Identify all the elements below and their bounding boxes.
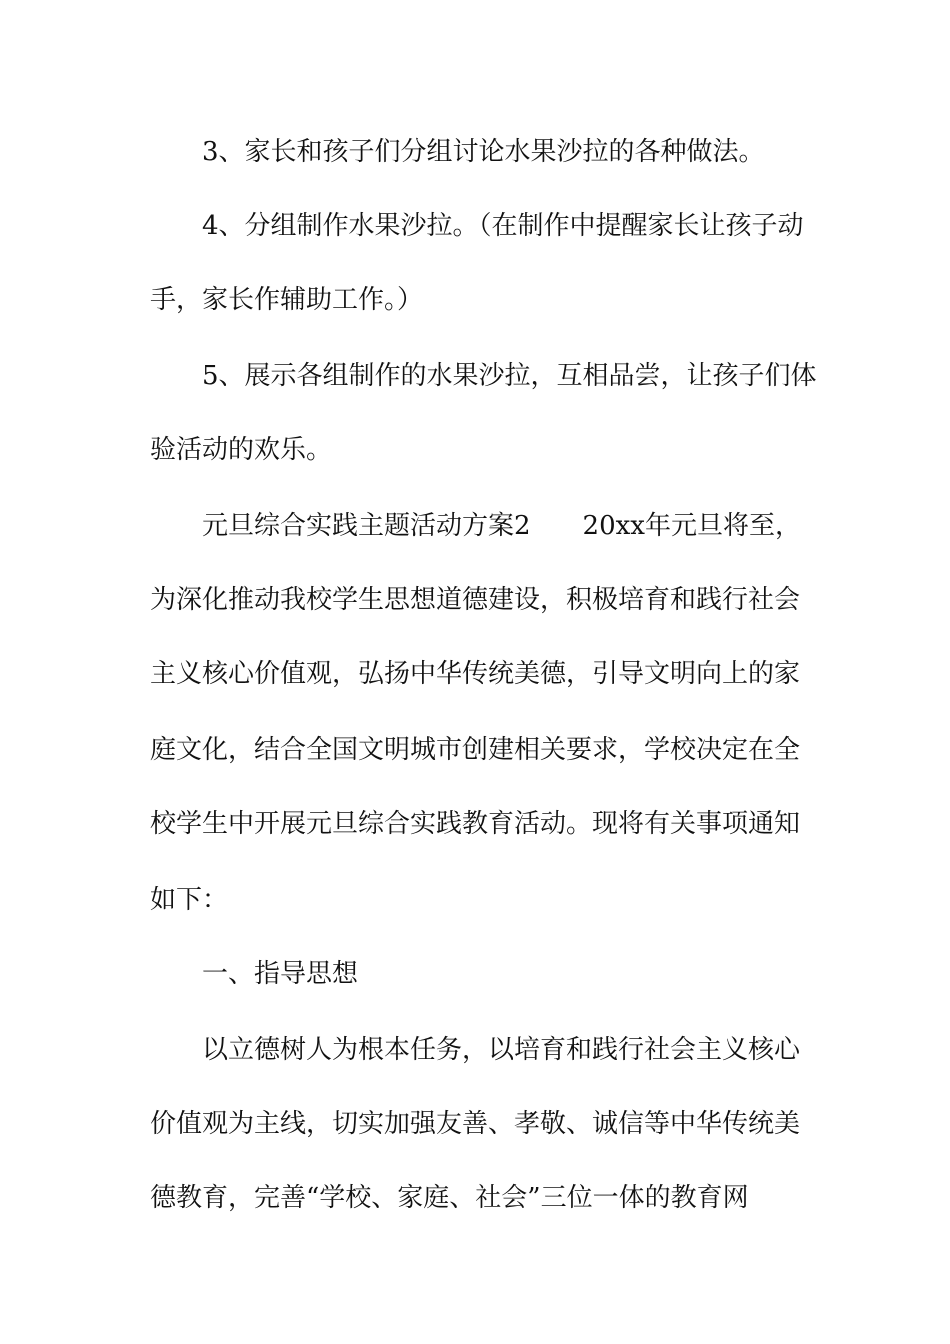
subsection-heading: 一、指导思想 xyxy=(202,959,359,989)
section-title: 元旦综合实践主题活动方案2 xyxy=(202,511,531,541)
paragraph-line: 如下： xyxy=(150,885,229,915)
paragraph-line: 20xx年元旦将至， xyxy=(582,511,801,541)
paragraph-line: 4、分组制作水果沙拉。（在制作中提醒家长让孩子动 xyxy=(202,211,804,241)
paragraph-line: 5、展示各组制作的水果沙拉，互相品尝，让孩子们体 xyxy=(202,361,817,391)
paragraph-line: 主义核心价值观，弘扬中华传统美德，引导文明向上的家 xyxy=(150,659,801,689)
paragraph-line: 为深化推动我校学生思想道德建设，积极培育和践行社会 xyxy=(150,585,801,615)
paragraph-line: 以立德树人为根本任务，以培育和践行社会主义核心 xyxy=(202,1035,801,1065)
paragraph-line: 验活动的欢乐。 xyxy=(150,435,333,465)
paragraph-line: 手，家长作辅助工作。） xyxy=(150,285,424,315)
paragraph-line: 德教育，完善“学校、家庭、社会”三位一体的教育网 xyxy=(150,1183,749,1213)
paragraph-line: 庭文化，结合全国文明城市创建相关要求，学校决定在全 xyxy=(150,735,801,765)
section-heading-line xyxy=(202,506,801,546)
paragraph-line: 价值观为主线，切实加强友善、孝敬、诚信等中华传统美 xyxy=(150,1109,801,1139)
paragraph-line: 校学生中开展元旦综合实践教育活动。现将有关事项通知 xyxy=(150,809,801,839)
paragraph-line: 3、家长和孩子们分组讨论水果沙拉的各种做法。 xyxy=(202,137,765,167)
